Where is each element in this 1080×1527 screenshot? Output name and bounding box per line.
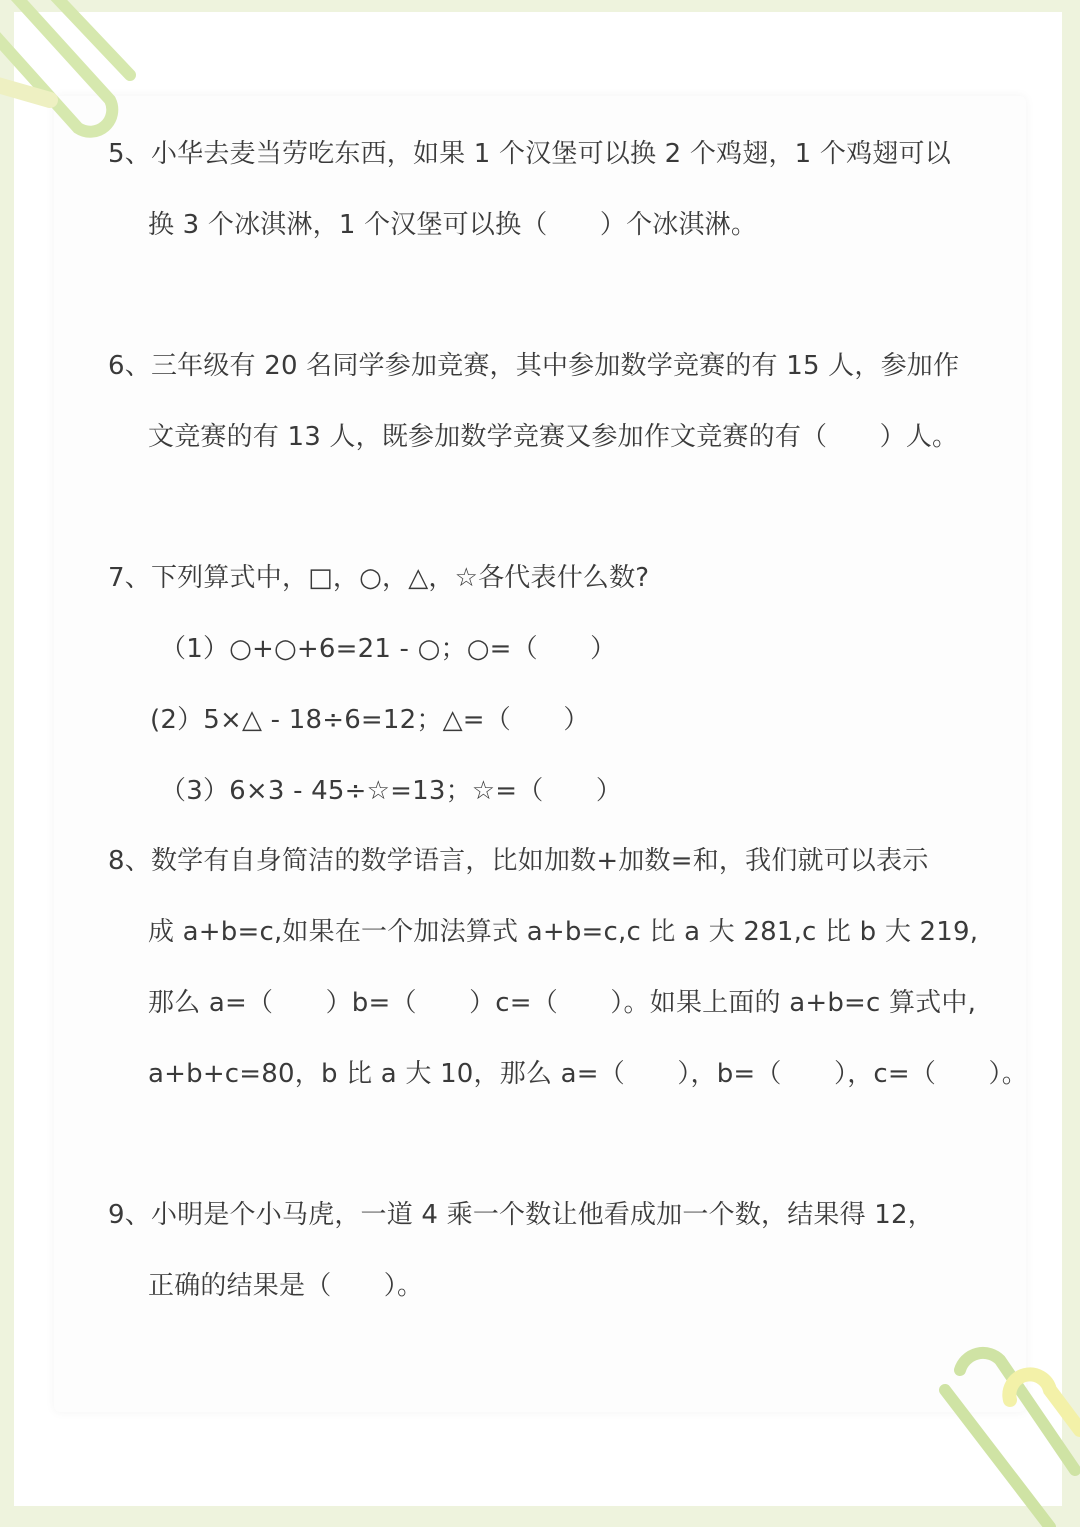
question-line: 换 3 个冰淇淋，1 个汉堡可以换（ ）个冰淇淋。 xyxy=(148,210,758,240)
question-line: a+b+c=80，b 比 a 大 10，那么 a=（ ），b=（ ），c=（ ）。 xyxy=(148,1059,1028,1089)
question-line: 成 a+b=c,如果在一个加法算式 a+b=c,c 比 a 大 281,c 比 b 大 219, xyxy=(148,917,979,947)
question-line: 那么 a=（ ）b=（ ）c=（ ）。如果上面的 a+b=c 算式中, xyxy=(148,988,977,1018)
question-line: 7、下列算式中，□，○，△，☆各代表什么数? xyxy=(108,563,650,593)
sub-question-3: （3）6×3 - 45÷☆=13；☆=（ ） xyxy=(160,776,623,806)
question-line: 文竞赛的有 13 人，既参加数学竞赛又参加作文竞赛的有（ ）人。 xyxy=(148,422,959,452)
sub-question-1: （1）○+○+6=21 - ○；○=（ ） xyxy=(160,634,617,664)
question-line: 8、数学有自身简洁的数学语言，比如加数+加数=和，我们就可以表示 xyxy=(108,846,929,876)
question-line: 6、三年级有 20 名同学参加竞赛，其中参加数学竞赛的有 15 人，参加作 xyxy=(108,351,960,381)
question-line: 5、小华去麦当劳吃东西，如果 1 个汉堡可以换 2 个鸡翅，1 个鸡翅可以 xyxy=(108,139,951,169)
question-line: 9、小明是个小马虎，一道 4 乘一个数让他看成加一个数，结果得 12， xyxy=(108,1200,934,1230)
sub-question-2: (2）5×△ - 18÷6=12；△=（ ） xyxy=(150,705,590,735)
question-line: 正确的结果是（ ）。 xyxy=(148,1271,424,1301)
